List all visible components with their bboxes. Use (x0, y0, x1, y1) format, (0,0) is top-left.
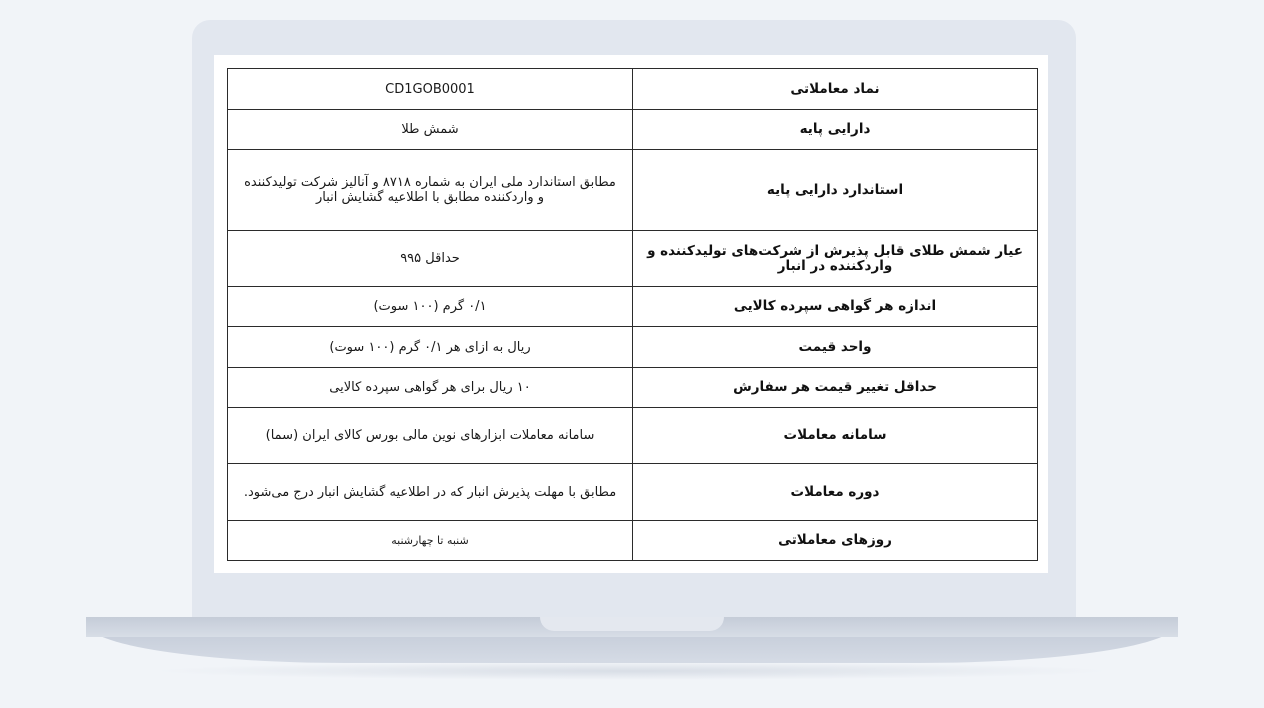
table-row (228, 408, 1038, 464)
row-value: CD1GOB0001 (228, 69, 633, 110)
table-row (228, 110, 1038, 150)
row-value: مطابق با مهلت پذیرش انبار که در اطلاعیه گشایش انبار درج می‌شود. (228, 464, 633, 521)
table-row (228, 327, 1038, 368)
row-label: سامانه معاملات (633, 408, 1038, 464)
table-row (228, 69, 1038, 110)
specifications-table (227, 68, 1038, 561)
row-value: سامانه معاملات ابزارهای نوین مالی بورس کالای ایران (سما) (228, 408, 633, 464)
row-value: حداقل ۹۹۵ (228, 231, 633, 287)
row-value: ۱۰ ریال برای هر گواهی سپرده کالایی (228, 368, 633, 408)
laptop-shadow (150, 662, 1114, 680)
row-value: شمش طلا (228, 110, 633, 150)
row-value: ریال به ازای هر ۰/۱ گرم (۱۰۰ سوت) (228, 327, 633, 368)
table-row (228, 150, 1038, 231)
table-row (228, 231, 1038, 287)
row-label: دارایی پایه (633, 110, 1038, 150)
table-row (228, 368, 1038, 408)
row-value: ۰/۱ گرم (۱۰۰ سوت) (228, 287, 633, 327)
row-label: واحد قیمت (633, 327, 1038, 368)
row-label: استاندارد دارایی پایه (633, 150, 1038, 231)
row-label: دوره معاملات (633, 464, 1038, 521)
row-label: حداقل تغییر قیمت هر سفارش (633, 368, 1038, 408)
row-label: اندازه هر گواهی سپرده کالایی (633, 287, 1038, 327)
laptop-screen (214, 55, 1048, 573)
row-value: مطابق استاندارد ملی ایران به شماره ۸۷۱۸ و آنالیز شرکت تولیدکننده و واردکننده مطابق با اطلاعیه گشایش انبار (228, 150, 633, 231)
row-value: شنبه تا چهارشنبه (228, 521, 633, 561)
table-row (228, 464, 1038, 521)
row-label: روزهای معاملاتی (633, 521, 1038, 561)
row-label: عیار شمش طلای قابل پذیرش از شرکت‌های تولیدکننده و واردکننده در انبار (633, 231, 1038, 287)
laptop-notch (540, 617, 724, 631)
row-label: نماد معاملاتی (633, 69, 1038, 110)
table-row (228, 521, 1038, 561)
table-row (228, 287, 1038, 327)
